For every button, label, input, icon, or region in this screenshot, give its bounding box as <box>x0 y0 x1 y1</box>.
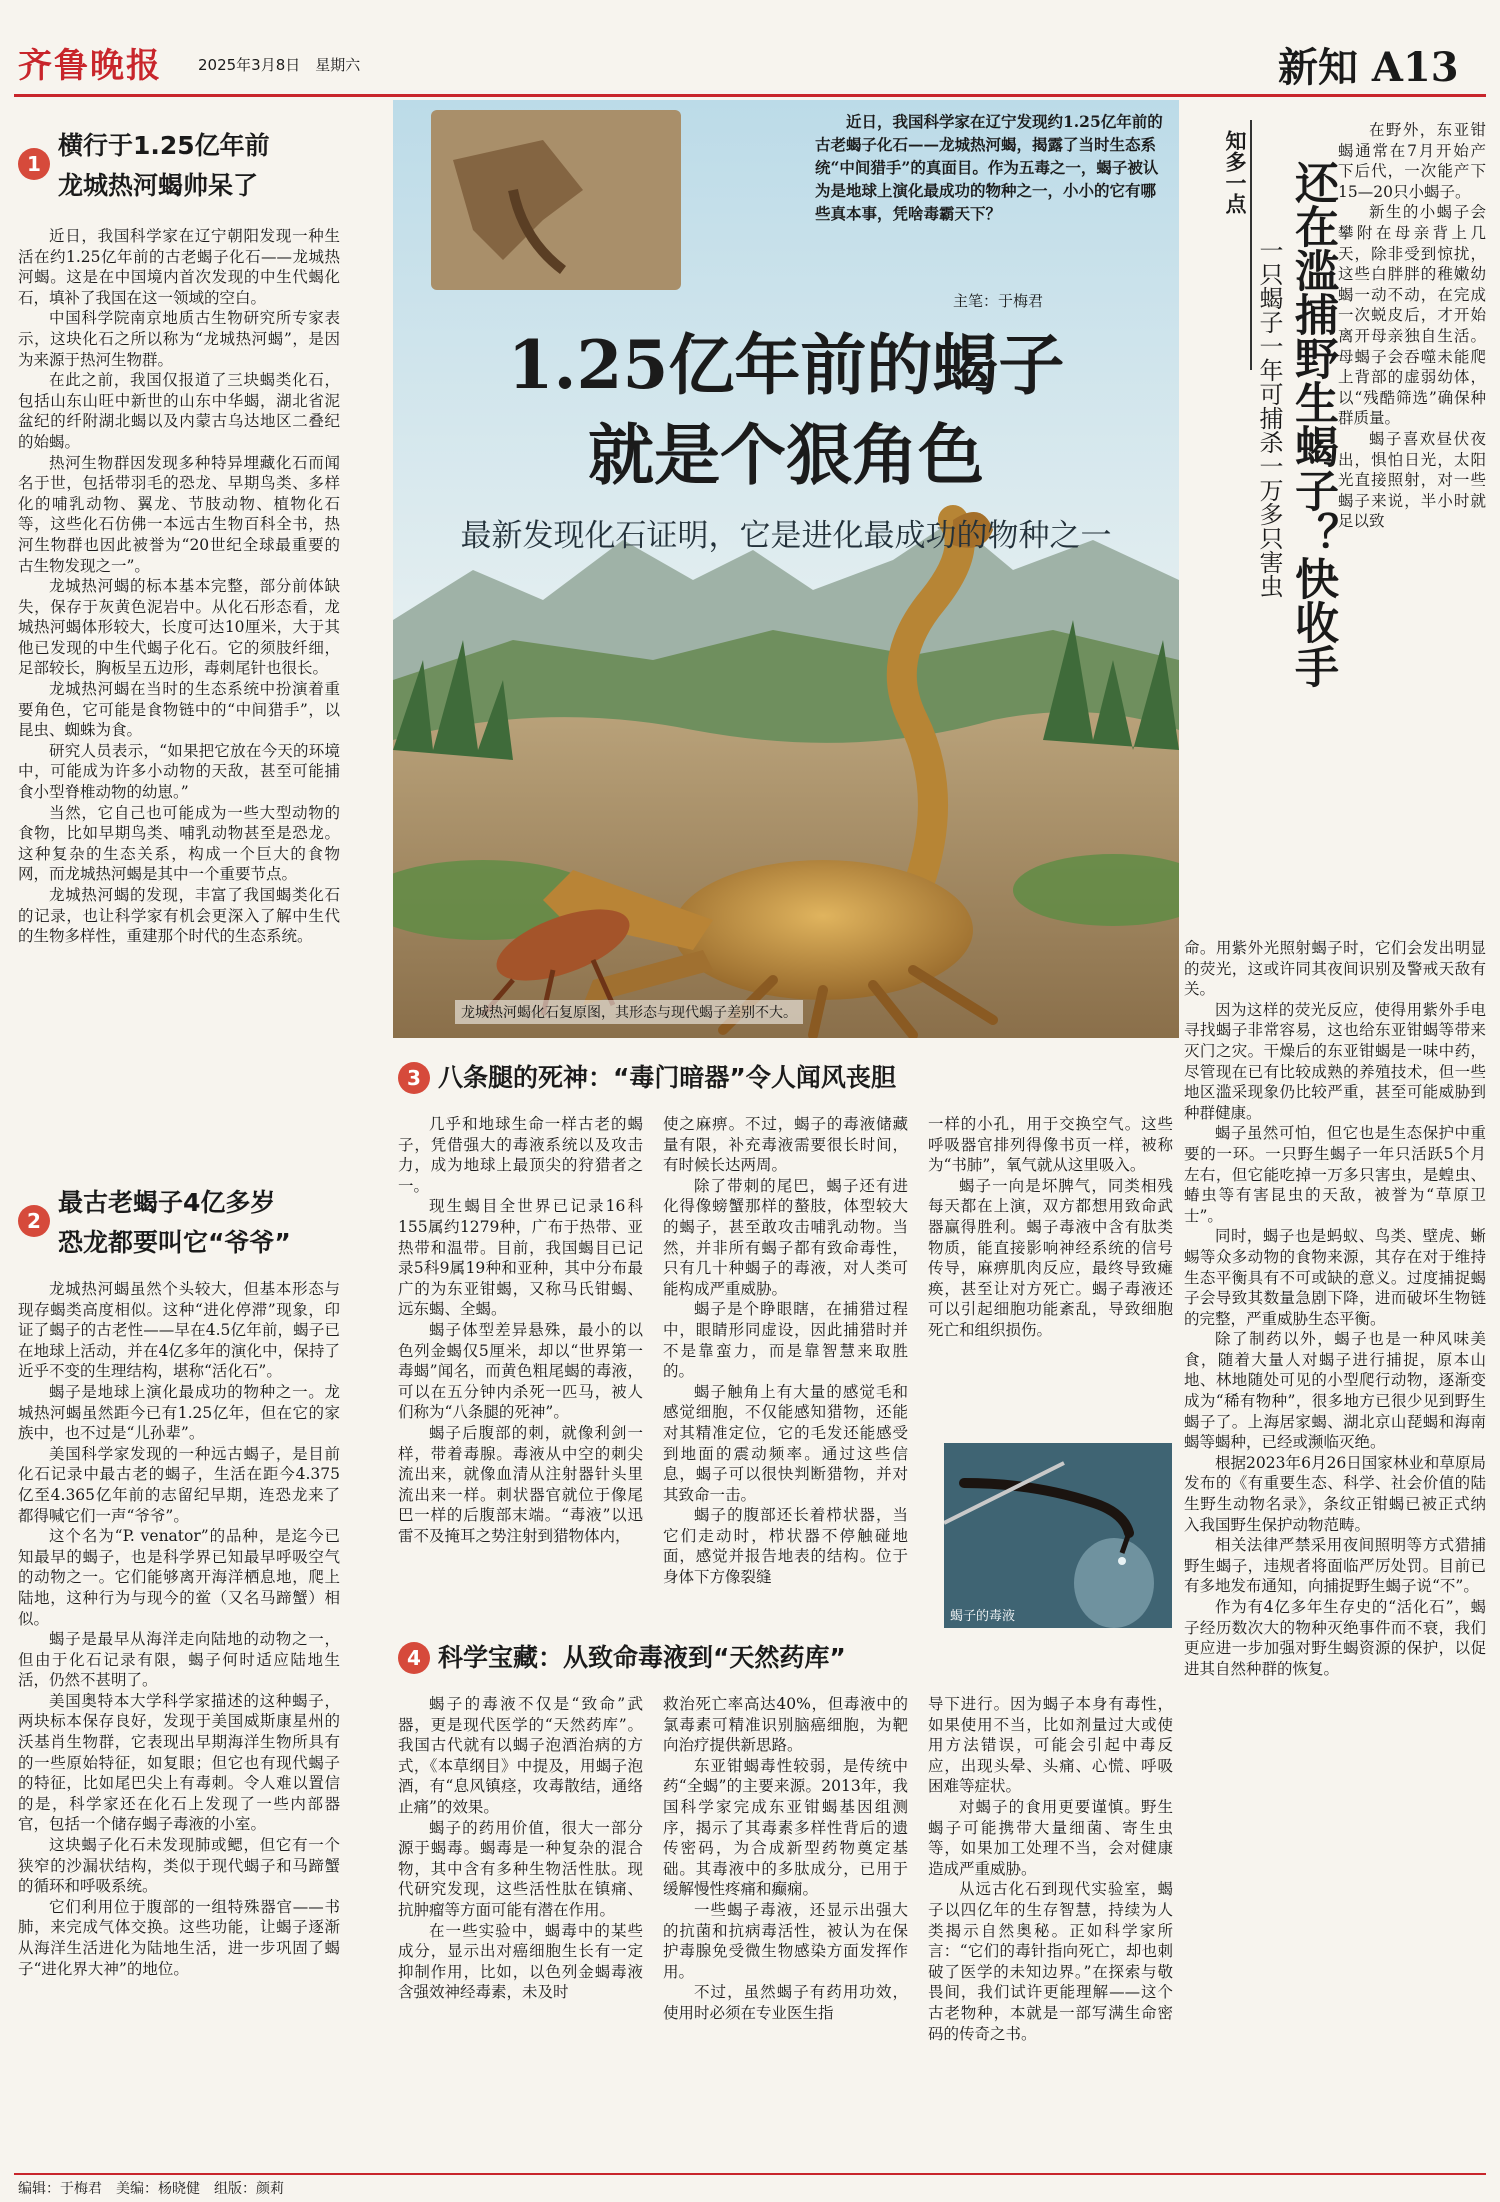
masthead <box>0 0 1500 96</box>
sidebar-top-column <box>1338 120 1486 935</box>
paragraph: 一些蝎子毒液，还显示出强大的抗菌和抗病毒活性，被认为在保护毒腺免受微生物感染方面发挥作用。 <box>663 1900 908 1981</box>
paragraph: 对蝎子的食用更要谨慎。野生蝎子可能携带大量细菌、寄生虫等，如果加工处理不当，会对健康造成严重威胁。 <box>928 1797 1173 1878</box>
paragraph: 一样的小孔，用于交换空气。这些呼吸器官排列得像书页一样，被称为“书肺”，氧气就从这里吸入。 <box>928 1115 1173 1175</box>
section-1-header <box>18 126 340 206</box>
paragraph: 从远古化石到现代实验室，蝎子以四亿年的生存智慧，持续为人类揭示自然奥秘。正如科学家所言：“它们的毒针指向死亡，却也刺破了医学的未知边界。”在探索与敬畏间，我们试许更能理解——这个古老物种，本就是一部写满生命密码的传奇之书。 <box>928 1880 1173 2043</box>
section-2-title <box>58 1183 291 1263</box>
section-2 <box>18 1183 340 2168</box>
hero-intro-text: 近日，我国科学家在辽宁发现约1.25亿年前的古老蝎子化石——龙城热河蝎，揭露了当时生态系统“中间猎手”的真面目。作为五毒之一，蝎子被认为是地球上演化最成功的物种之一，小小的它有哪些真本事，凭啥毒霸天下？ <box>815 112 1163 223</box>
newspaper-logo: 齐鲁晚报 <box>18 46 162 86</box>
paragraph: 蝎子是地球上演化最成功的物种之一。龙城热河蝎虽然距今已有1.25亿年，但在它的家族中，也不过是“儿孙辈”。 <box>18 1382 340 1443</box>
section-3-column-2 <box>663 1114 908 1633</box>
paragraph: 龙城热河蝎的发现，丰富了我国蝎类化石的记录，也让科学家有机会更深入了解中生代的生物多样性，重建那个时代的生态系统。 <box>18 886 340 946</box>
sidebar-tag-line <box>1250 120 1252 370</box>
hero-headline-line2: 就是个狠角色 <box>588 416 984 494</box>
section-2-title-line2: 恐龙都要叫它“爷爷” <box>58 1228 291 1257</box>
paragraph: 救治死亡率高达40%，但毒液中的氯毒素可精准识别脑癌细胞，为靶向治疗提供新思路。 <box>663 1695 908 1755</box>
scorpion-reconstruction-image <box>393 100 1179 1038</box>
paragraph: 这个名为“P. venator”的品种，是迄今已知最早的蝎子，也是科学界已知最早呼吸空气的动物之一。它们能够离开海洋栖息地，爬上陆地，这种行为与现今的鲎（又名马蹄蟹）相似。 <box>18 1527 340 1628</box>
section-1-body <box>18 226 340 947</box>
paragraph: 除了带刺的尾巴，蝎子还有进化得像螃蟹那样的螯肢，体型较大的蝎子，甚至敢攻击哺乳动物。当然，并非所有蝎子都有致命毒性，只有几十种蝎子的毒液，对人类可能构成严重威胁。 <box>663 1176 908 1298</box>
sidebar-tag: 知多一点 <box>1223 130 1247 214</box>
section-number-badge: 3 <box>398 1062 430 1094</box>
section-4-column-1 <box>398 1694 643 2168</box>
paragraph: 美国科学家发现的一种远古蝎子，是目前化石记录中最古老的蝎子，生活在距今4.375亿至4.365亿年前的志留纪早期，连恐龙来了都得喊它们一声“爷爷”。 <box>18 1444 340 1525</box>
paragraph: 美国奥特本大学科学家描述的这种蝎子，两块标本保存良好，发现于美国威斯康星州的沃基肖生物群，它表现出早期海洋生物所具有的一些原始特征，如复眼；但它也有现代蝎子的特征，比如尾巴尖上有毒刺。令人难以置信的是，科学家还在化石上发现了一些内部器官，包括一个储存蝎子毒液的小室。 <box>18 1691 340 1834</box>
paragraph: 蝎子触角上有大量的感觉毛和感觉细胞，不仅能感知猎物，还能对其精准定位，它的毛发还能感受到地面的震动频率。通过这些信息，蝎子可以很快判断猎物，并对其致命一击。 <box>663 1382 908 1504</box>
section-page-label: 新知 A13 <box>1278 44 1459 91</box>
section-1-title-line2: 龙城热河蝎帅呆了 <box>58 171 259 200</box>
venom-photo-image <box>944 1443 1172 1628</box>
paragraph: 蝎子虽然可怕，但它也是生态保护中重要的一环。一只野生蝎子一年只活跃5个月左右，但它能吃掉一万多只害虫，是蝗虫、蝽虫等有害昆虫的天敌，被誉为“草原卫士”。 <box>1184 1124 1486 1225</box>
paragraph: 在此之前，我国仅报道了三块蝎类化石，包括山东山旺中新世的山东中华蝎，湖北省泥盆纪的纤附湖北蝎以及内蒙古乌达地区二叠纪的始蝎。 <box>18 371 340 451</box>
hero-subheadline: 最新发现化石证明，它是进化最成功的物种之一 <box>460 518 1112 554</box>
section-4-column-3 <box>928 1694 1173 2168</box>
paragraph: 龙城热河蝎在当时的生态系统中扮演着重要角色，它可能是食物链中的“中间猎手”，以昆虫、蜘蛛为食。 <box>18 680 340 740</box>
paragraph: 蝎子的腹部还长着栉状器，当它们走动时，栉状器不停触碰地面，感觉并报告地表的结构。位于身体下方像裂缝 <box>663 1506 908 1587</box>
section-number-badge: 4 <box>398 1642 430 1674</box>
footer-credits: 编辑：于梅君 美编：杨晓健 组版：颜莉 <box>18 2181 284 2197</box>
paragraph: 这块蝎子化石未发现肺或鳃，但它有一个狭窄的沙漏状结构，类似于现代蝎子和马蹄蟹的循环和呼吸系统。 <box>18 1836 340 1896</box>
section-2-body <box>18 1279 340 1979</box>
section-number-badge: 2 <box>18 1205 50 1237</box>
section-3-column-1 <box>398 1114 643 1633</box>
paragraph: 作为有4亿多年生存史的“活化石”，蝎子经历数次大的物种灭绝事件而不衰，我们更应进一步加强对野生蝎资源的保护，以促进其自然种群的恢复。 <box>1184 1598 1486 1678</box>
paragraph: 使之麻痹。不过，蝎子的毒液储藏量有限，补充毒液需要很长时间，有时候长达两周。 <box>663 1115 908 1175</box>
photo-caption: 蝎子的毒液 <box>950 1609 1016 1624</box>
section-4-column-2 <box>663 1694 908 2168</box>
sidebar-subheadline: 一只蝎子一年可捕杀一万多只害虫 <box>1255 238 1283 598</box>
section-3-header <box>398 1058 1173 1098</box>
paragraph: 中国科学院南京地质古生物研究所专家表示，这块化石之所以称为“龙城热河蝎”，是因为来源于热河生物群。 <box>18 309 340 369</box>
paragraph: 龙城热河蝎虽然个头较大，但基本形态与现存蝎类高度相似。这种“进化停滞”现象，印证了蝎子的古老性——早在4.5亿年前，蝎子已在地球上活动，并在4亿多年的演化中，保持了近乎不变的生理结构，堪称“活化石”。 <box>18 1280 340 1381</box>
paragraph: 蝎子是最早从海洋走向陆地的动物之一，但由于化石记录有限，蝎子何时适应陆地生活，仍然不甚明了。 <box>18 1630 340 1690</box>
paragraph: 它们利用位于腹部的一组特殊器官——书肺，来完成气体交换。这些功能，让蝎子逐渐从海洋生活进化为陆地生活，进一步巩固了蝎子“进化界大神”的地位。 <box>18 1897 340 1978</box>
paragraph: 新生的小蝎子会攀附在母亲背上几天，除非受到惊扰，这些白胖胖的稚嫩幼蝎一动不动，在完成一次蜕皮后，才开始离开母亲独自生活。母蝎子会吞噬未能爬上背部的虚弱幼体，以“残酷筛选”确保种群质量。 <box>1338 203 1486 428</box>
paragraph: 热河生物群因发现多种特异埋藏化石而闻名于世，包括带羽毛的恐龙、早期鸟类、多样化的哺乳动物、翼龙、节肢动物、植物化石等，这些化石仿佛一本远古生物百科全书，热河生物群也因此被誉为“20世纪全球最重要的古生物发现之一”。 <box>18 453 340 575</box>
section-4-title: 科学宝藏：从致命毒液到“天然药库” <box>438 1643 846 1672</box>
paragraph: 蝎子喜欢昼伏夜出，惧怕日光，太阳光直接照射，对一些蝎子来说，半小时就足以致 <box>1338 429 1486 531</box>
paragraph: 蝎子的毒液不仅是“致命”武器，更是现代医学的“天然药库”。我国古代就有以蝎子泡酒治病的方式，《本草纲目》中提及，用蝎子泡酒，有“息风镇痉，攻毒散结，通络止痛”的效果。 <box>398 1695 643 1816</box>
issue-date: 2025年3月8日 星期六 <box>198 56 361 74</box>
paragraph: 近日，我国科学家在辽宁朝阳发现一种生活在约1.25亿年前的古老蝎子化石——龙城热河蝎。这是在中国境内首次发现的中生代蝎化石，填补了我国在这一领域的空白。 <box>18 227 340 307</box>
paragraph: 蝎子是个睁眼瞎，在捕猎过程中，眼睛形同虚设，因此捕猎时并不是靠蛮力，而是靠智慧来取胜的。 <box>663 1300 908 1381</box>
section-1-title-line1: 横行于1.25亿年前 <box>58 131 270 160</box>
section-3 <box>398 1058 1173 1633</box>
paragraph: 蝎子一向是坏脾气，同类相残每天都在上演，双方都想用致命武器赢得胜利。蝎子毒液中含有肽类物质，能直接影响神经系统的信号传导，麻痹肌肉反应，最终导致瘫痪，甚至让对方死亡。蝎子毒液还可以引起细胞功能紊乱，导致细胞死亡和组织损伤。 <box>928 1176 1173 1339</box>
section-2-title-line1: 最古老蝎子4亿多岁 <box>58 1188 276 1217</box>
section-4-header <box>398 1638 1173 1678</box>
paragraph: 在野外，东亚钳蝎通常在7月开始产下后代，一次能产下15—20只小蝎子。 <box>1338 121 1486 201</box>
paragraph: 在一些实验中，蝎毒中的某些成分，显示出对癌细胞生长有一定抑制作用，比如，以色列金蝎毒液含强效神经毒素，未及时 <box>398 1921 643 2002</box>
paragraph: 东亚钳蝎毒性较弱，是传统中药“全蝎”的主要来源。2013年，我国科学家完成东亚钳蝎基因组测序，揭示了其毒素多样性背后的遗传密码，为合成新型药物奠定基础。其毒液中的多肽成分，已用于缓解慢性疼痛和癫痫。 <box>663 1756 908 1899</box>
paragraph: 命。用紫外光照射蝎子时，它们会发出明显的荧光，这或许同其夜间识别及警戒天敌有关。 <box>1184 939 1486 999</box>
section-number-badge: 1 <box>18 148 50 180</box>
paragraph: 相关法律严禁采用夜间照明等方式猎捕野生蝎子，违规者将面临严厉处罚。目前已有多地发布通知，向捕捉野生蝎子说“不”。 <box>1184 1536 1486 1596</box>
section-1-title <box>58 126 270 206</box>
paragraph: 导下进行。因为蝎子本身有毒性，如果使用不当，比如剂量过大或使用方法错误，可能会引起中毒反应，出现头晕、头痛、心慌、呼吸困难等症状。 <box>928 1695 1173 1796</box>
paragraph: 因为这样的荧光反应，使得用紫外手电寻找蝎子非常容易，这也给东亚钳蝎等带来灭门之灾。干燥后的东亚钳蝎是一味中药，尽管现在已有比较成熟的养殖技术，但一些地区滥采现象仍比较严重，甚至可能威胁到种群健康。 <box>1184 1000 1486 1122</box>
paragraph: 现生蝎目全世界已记录16科155属约1279种，广布于热带、亚热带和温带。目前，我国蝎目已记录5科9属19种和亚种，其中分布最广的为东亚钳蝎，又称马氏钳蝎、远东蝎、全蝎。 <box>398 1197 643 1319</box>
sidebar-headline: 还在滥捕野生蝎子？快收手 <box>1287 160 1338 688</box>
paragraph: 根据2023年6月26日国家林业和草原局发布的《有重要生态、科学、社会价值的陆生野生动物名录》，条纹正钳蝎已被正式纳入我国野生保护动物范畴。 <box>1184 1453 1486 1534</box>
section-3-column-3 <box>928 1114 1173 1354</box>
paragraph: 蝎子体型差异悬殊，最小的以色列金蝎仅5厘米，却以“世界第一毒蝎”闻名，而黄色粗尾蝎的毒液，可以在五分钟内杀死一匹马，被人们称为“八条腿的死神”。 <box>398 1320 643 1422</box>
masthead-divider <box>14 94 1486 97</box>
paragraph: 除了制药以外，蝎子也是一种风味美食，随着大量人对蝎子进行捕捉，原本山地、林地随处可见的小型爬行动物，逐渐变成为“稀有物种”，很多地方已很少见到野生蝎子了。上海居家蝎、湖北京山琵蝎和海南蝎等蝎种，已经或濒临灭绝。 <box>1184 1330 1486 1452</box>
paragraph: 龙城热河蝎的标本基本完整，部分前体缺失，保存于灰黄色泥岩中。从化石形态看，龙城热河蝎体形较大，长度可达10厘米，大于其他已发现的中生代蝎子化石。它的须肢纤细，足部较长，胸板呈五边形，毒刺尾针也很长。 <box>18 577 340 678</box>
paragraph: 几乎和地球生命一样古老的蝎子，凭借强大的毒液系统以及攻击力，成为地球上最顶尖的狩猎者之一。 <box>398 1115 643 1195</box>
paragraph: 不过，虽然蝎子有药用功效，使用时必须在专业医生指 <box>663 1983 908 2022</box>
hero-illustration <box>393 100 1179 1038</box>
sidebar-article <box>1180 100 1488 1845</box>
paragraph: 蝎子后腹部的刺，就像利剑一样，带着毒腺。毒液从中空的刺尖流出来，就像血清从注射器针头里流出来一样。刺状器官就位于像尾巴一样的后腹部末端。“毒液”以迅雷不及掩耳之势注射到猎物体内， <box>398 1423 643 1545</box>
section-3-title: 八条腿的死神：“毒门暗器”令人闻风丧胆 <box>438 1063 896 1092</box>
sidebar-bottom-column <box>1184 938 1486 2168</box>
section-1 <box>18 126 340 1186</box>
image-caption: 龙城热河蝎化石复原图，其形态与现代蝎子差别不大。 <box>455 1000 803 1024</box>
footer-divider <box>14 2173 1486 2175</box>
paragraph: 当然，它自己也可能成为一些大型动物的食物，比如早期鸟类、哺乳动物甚至是恐龙。这种复杂的生态关系，构成一个巨大的食物网，而龙城热河蝎是其中一个重要节点。 <box>18 803 340 884</box>
paragraph: 同时，蝎子也是蚂蚁、鸟类、壁虎、蜥蜴等众多动物的食物来源，其存在对于维持生态平衡具有不可或缺的意义。过度捕捉蝎子会导致其数量急剧下降，进而破坏生物链的完整，严重威胁生态平衡。 <box>1184 1227 1486 1328</box>
section-2-header <box>18 1183 340 1263</box>
hero-headline <box>393 320 1179 500</box>
hero-headline-line1: 1.25亿年前的蝎子 <box>507 326 1065 404</box>
paragraph: 蝎子的药用价值，很大一部分源于蝎毒。蝎毒是一种复杂的混合物，其中含有多种生物活性肽。现代研究发现，这些活性肽在镇痛、抗肿瘤等方面可能有潜在作用。 <box>398 1818 643 1919</box>
author-credit: 主笔：于梅君 <box>953 292 1044 310</box>
section-4 <box>398 1638 1173 2168</box>
paragraph: 研究人员表示，“如果把它放在今天的环境中，可能成为许多小动物的天敌，甚至可能捕食小型脊椎动物的幼崽。” <box>18 741 340 802</box>
venom-photo <box>944 1443 1172 1628</box>
